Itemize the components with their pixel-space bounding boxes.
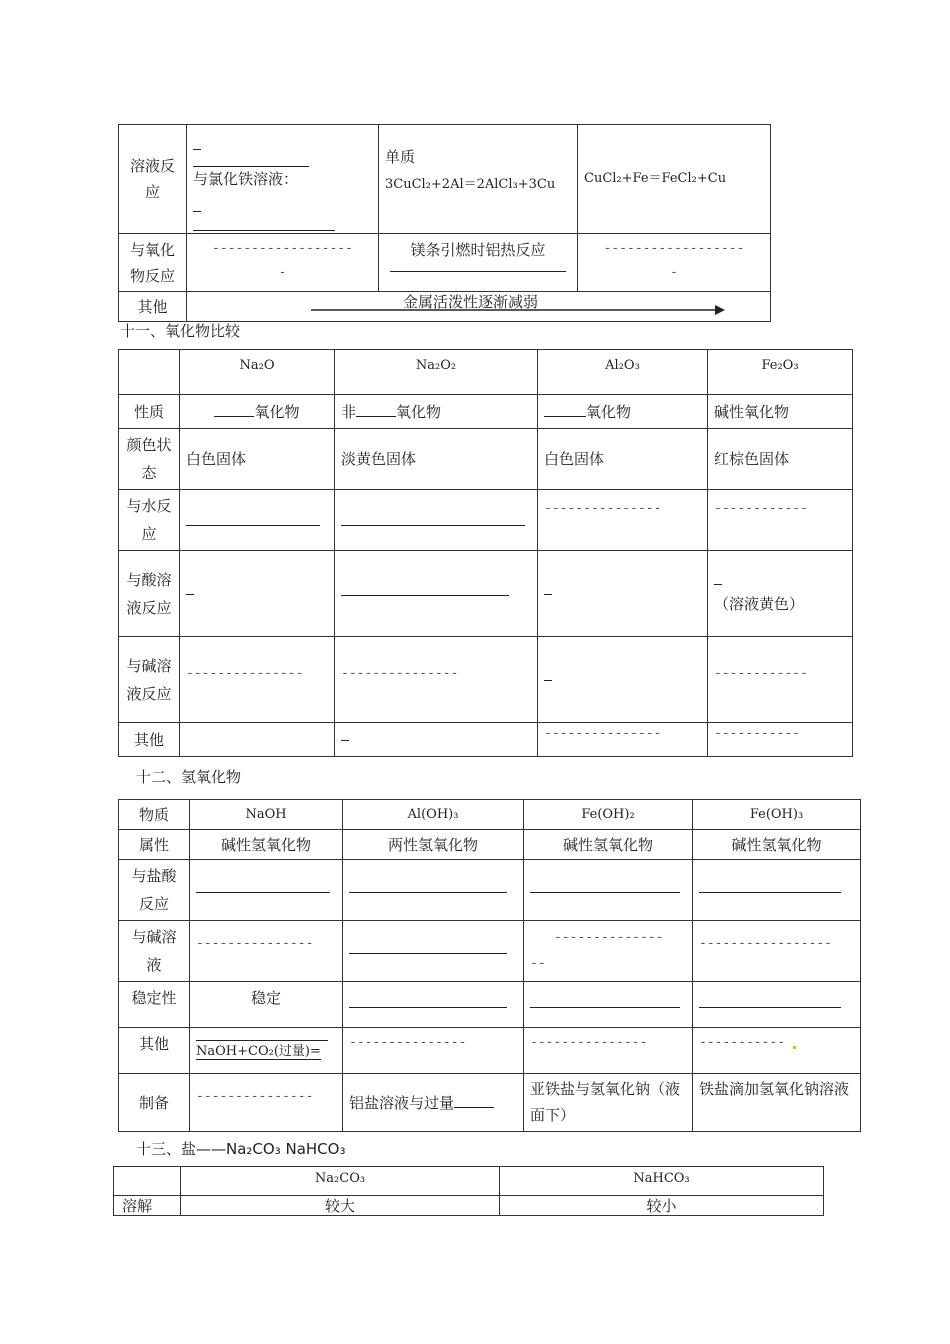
- feoh3-stable: [693, 982, 861, 1028]
- header-naoh: NaOH: [190, 800, 343, 830]
- dash-line: ---------------: [196, 936, 314, 951]
- feoh2-stable: [524, 982, 693, 1028]
- na2o-acid: [180, 551, 335, 637]
- header-nahco3: NaHCO₃: [500, 1167, 824, 1196]
- header-na2o: Na₂O: [180, 350, 335, 395]
- dash-line: --------------: [554, 930, 664, 945]
- al2o3-base: [538, 637, 708, 723]
- row-label-attr: 属性: [119, 830, 190, 860]
- dash-line: ---------------: [544, 501, 662, 516]
- na2o2-water: [335, 490, 538, 551]
- al2o3-property: [538, 395, 708, 429]
- feoh3-make: 铁盐滴加氢氧化钠溶液: [693, 1074, 861, 1132]
- dash-line: ---------------: [186, 666, 304, 681]
- right-arrow-icon: [311, 304, 731, 316]
- row-label-base-12: 与碱溶液: [119, 921, 190, 982]
- row-label-other-11: 其他: [119, 723, 180, 757]
- naoh-base: [190, 921, 343, 982]
- fe2o3-property: 碱性氧化物: [708, 395, 853, 429]
- row-label-water: 与水反应: [119, 490, 180, 551]
- na2o2-base: [335, 637, 538, 723]
- feoh2-attr: 碱性氢氧化物: [524, 830, 693, 860]
- dash-line: ---------------: [196, 1089, 314, 1104]
- yellow-solution-note: （溶液黄色）: [714, 594, 805, 613]
- feoh2-base: [524, 921, 693, 982]
- dash-line: ------------: [714, 666, 808, 681]
- dash-line: -----------: [714, 726, 801, 741]
- row-label-hcl: 与盐酸反应: [119, 860, 190, 921]
- naoh-co2-equation: NaOH+CO₂(过量)=: [196, 1044, 321, 1059]
- na2o-property: [180, 395, 335, 429]
- cucl2-al-cell: [379, 125, 578, 234]
- header-al2o3: Al₂O₃: [538, 350, 708, 395]
- salt-table: [113, 1166, 824, 1216]
- naoh-other: [190, 1028, 343, 1074]
- oxide-word: 氧化物: [254, 402, 300, 421]
- hydroxide-table: [118, 799, 861, 1132]
- row-label-stable: 稳定性: [119, 982, 190, 1028]
- section-13-heading: 十三、盐——Na₂CO₃ NaHCO₃: [136, 1140, 346, 1158]
- al2o3-other: [538, 723, 708, 757]
- section-11-heading: 十一、氧化物比较: [120, 322, 241, 340]
- cucl2-al-equation: 3CuCl₂+2Al＝2AlCl₃+3Cu: [385, 177, 556, 192]
- na2o2-acid: [335, 551, 538, 637]
- activity-arrow-cell: [187, 292, 771, 322]
- metal-reaction-table: [118, 124, 771, 322]
- na2o2-color: 淡黄色固体: [335, 429, 538, 490]
- na2o-water: [180, 490, 335, 551]
- dash-line: -: [670, 265, 678, 280]
- header-na2co3: Na₂CO₃: [181, 1167, 500, 1196]
- row-label-color: 颜色状态: [119, 429, 180, 490]
- dash-line: -: [278, 265, 287, 280]
- feoh3-base: [693, 921, 861, 982]
- header-substance: 物质: [119, 800, 190, 830]
- non-prefix: 非: [341, 402, 357, 421]
- naoh-make: [190, 1074, 343, 1132]
- feoh3-other: [693, 1028, 861, 1074]
- row-label-solution: 溶液反应: [119, 125, 187, 234]
- dash-line: -----------------: [699, 936, 833, 951]
- oxide-word: 氧化物: [396, 402, 442, 421]
- dash-line: ------------------: [603, 241, 745, 256]
- aloh3-attr: 两性氢氧化物: [343, 830, 524, 860]
- oxide-col1: [187, 234, 379, 292]
- al2o3-color: 白色固体: [538, 429, 708, 490]
- na2o-other: [180, 723, 335, 757]
- section-12-heading: 十二、氢氧化物: [136, 768, 242, 786]
- feoh3-hcl: [693, 860, 861, 921]
- row-label-property: 性质: [119, 395, 180, 429]
- fe2o3-base: [708, 637, 853, 723]
- row-label-other-12: 其他: [119, 1028, 190, 1074]
- al2o3-water: [538, 490, 708, 551]
- row-label-acid: 与酸溶液反应: [119, 551, 180, 637]
- oxide-word: 氧化物: [586, 402, 632, 421]
- thermite-label: 镁条引燃时铝热反应: [410, 241, 546, 259]
- header-fe2o3: Fe₂O₃: [708, 350, 853, 395]
- dash-line: ---------------: [530, 1035, 648, 1050]
- dash-line: ---------------: [544, 726, 662, 741]
- dash-line: --: [530, 956, 546, 971]
- dash-line: ------------: [714, 501, 808, 516]
- fe2o3-water: [708, 490, 853, 551]
- na2o-color: 白色固体: [180, 429, 335, 490]
- dot-mark: [793, 1046, 796, 1049]
- row-label-dissolve: 溶解: [114, 1196, 181, 1216]
- header-na2o2: Na₂O₂: [335, 350, 538, 395]
- fe2o3-other: [708, 723, 853, 757]
- oxide-col3: [578, 234, 771, 292]
- aloh3-stable: [343, 982, 524, 1028]
- feoh3-attr: 碱性氢氧化物: [693, 830, 861, 860]
- header-aloh3: Al(OH)₃: [343, 800, 524, 830]
- fe2o3-color: 红棕色固体: [708, 429, 853, 490]
- header-feoh2: Fe(OH)₂: [524, 800, 693, 830]
- row-label-make: 制备: [119, 1074, 190, 1132]
- corner-cell-13: [114, 1167, 181, 1196]
- fecl3-label: 与氯化铁溶液：: [193, 170, 299, 188]
- aluminum-salt-text: 铝盐溶液与过量: [349, 1093, 455, 1112]
- naoh-hcl: [190, 860, 343, 921]
- dash-line: -----------: [699, 1035, 786, 1050]
- corner-cell: [119, 350, 180, 395]
- oxide-comparison-table: [118, 349, 853, 757]
- row-label-other: 其他: [119, 292, 187, 322]
- na2co3-dissolve: 较大: [181, 1196, 500, 1216]
- aloh3-other: [343, 1028, 524, 1074]
- thermite-cell: [379, 234, 578, 292]
- naoh-attr: 碱性氢氧化物: [190, 830, 343, 860]
- feoh2-other: [524, 1028, 693, 1074]
- na2o2-other: [335, 723, 538, 757]
- activity-text: 金属活泼性逐渐减弱: [403, 293, 539, 311]
- header-feoh3: Fe(OH)₃: [693, 800, 861, 830]
- dash-line: ---------------: [349, 1035, 467, 1050]
- aloh3-hcl: [343, 860, 524, 921]
- element-label: 单质: [385, 148, 416, 166]
- fecl3-reaction-cell: [187, 125, 379, 234]
- nahco3-dissolve: 较小: [500, 1196, 824, 1216]
- al2o3-acid: [538, 551, 708, 637]
- fe2o3-acid: [708, 551, 853, 637]
- dash-line: ------------------: [212, 241, 353, 256]
- na2o2-property: [335, 395, 538, 429]
- naoh-stable: 稳定: [190, 982, 343, 1028]
- dash-line: ---------------: [341, 666, 459, 681]
- feoh2-hcl: [524, 860, 693, 921]
- cucl2-fe-equation: CuCl₂+Fe＝FeCl₂+Cu: [578, 125, 771, 234]
- aloh3-make: [343, 1074, 524, 1132]
- row-label-base: 与碱溶液反应: [119, 637, 180, 723]
- row-label-oxide: 与氧化物反应: [119, 234, 187, 292]
- feoh2-make: 亚铁盐与氢氧化钠（液面下）: [524, 1074, 693, 1132]
- aloh3-base: [343, 921, 524, 982]
- na2o-base: [180, 637, 335, 723]
